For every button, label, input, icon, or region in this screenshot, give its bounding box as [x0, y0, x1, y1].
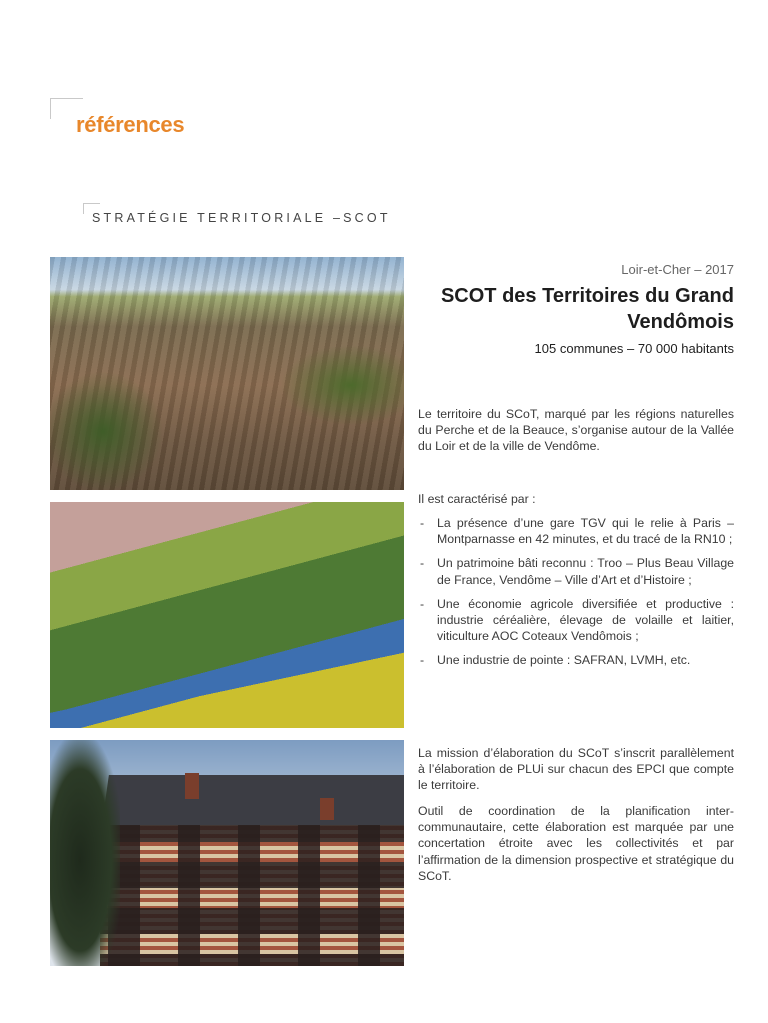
brick-building-photo: [50, 740, 404, 966]
photo-facade: [100, 825, 404, 966]
aerial-fields-photo: [50, 502, 404, 728]
list-item: - La présence d’une gare TGV qui le relie à Paris – Montparnasse en 42 minutes, et du tracé de la RN10 ;: [418, 515, 734, 547]
list-item: - Une industrie de pointe : SAFRAN, LVMH, etc.: [418, 652, 734, 668]
list-intro: Il est caractérisé par :: [418, 492, 536, 506]
photo-roof: [101, 775, 404, 830]
photo-chimney: [185, 773, 199, 799]
feature-list: [418, 515, 734, 677]
section-title: références: [76, 112, 185, 137]
intro-paragraph: Le territoire du SCoT, marqué par les régions naturelles du Perche et de la Beauce, s’organise autour de la Vallée du Loir et de la ville de Vendôme.: [418, 407, 734, 454]
section-subtitle: STRATÉGIE TERRITORIALE –SCOT: [92, 211, 391, 225]
list-item: - Un patrimoine bâti reconnu : Troo – Plus Beau Village de France, Vendôme – Ville d’Art et d’Histoire ;: [418, 555, 734, 587]
coordination-paragraph: Outil de coordination de la planification inter-communautaire, cette élaboration est marquée par une concertation étroite avec les collectivités et par l’affirmation de la dimension prospective et stratégique du SCoT.: [418, 804, 734, 883]
project-title: SCOT des Territoires du Grand Vendômois: [440, 285, 734, 333]
mission-paragraph: La mission d’élaboration du SCoT s’inscrit parallèlement à l’élaboration de PLUi sur chacun des EPCI que compte le territoire.: [418, 746, 734, 793]
photo-chimney: [320, 798, 334, 820]
project-stats: 105 communes – 70 000 habitants: [534, 341, 734, 356]
aerial-town-photo: [50, 257, 404, 490]
photo-tree: [50, 740, 120, 966]
list-item: - Une économie agricole diversifiée et productive : industrie céréalière, élevage de volaille et laitier, viticulture AOC Coteaux Vendômois ;: [418, 596, 734, 645]
project-place-year: Loir-et-Cher – 2017: [621, 262, 734, 277]
